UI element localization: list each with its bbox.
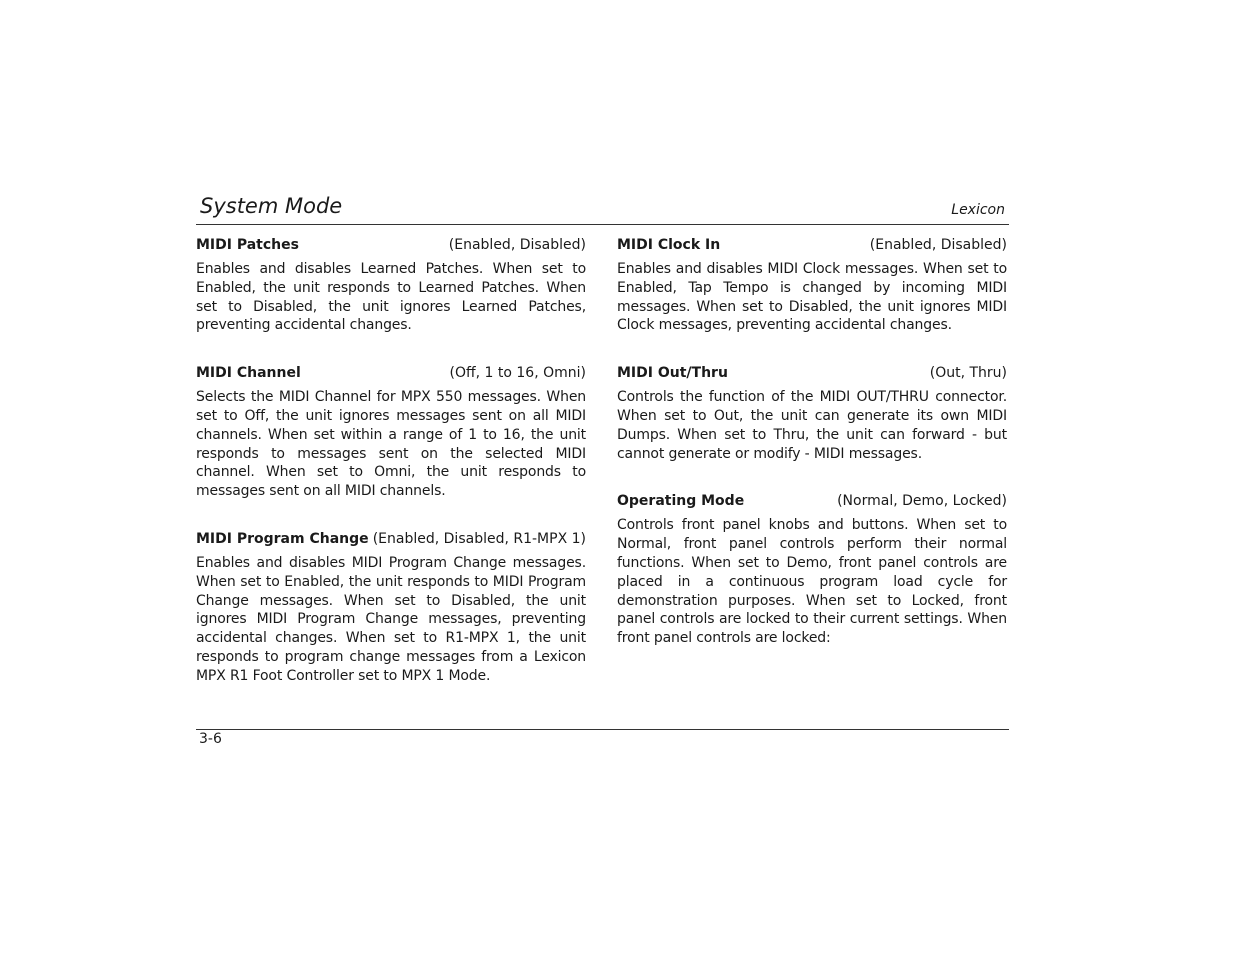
left-column [196, 236, 586, 715]
section-heading [617, 364, 1007, 382]
parameter-description: Enables and disables MIDI Program Change messages. When set to Enabled, the unit responds to MIDI Program Change messages. When set to Disabled, the unit ignores MIDI Program Change messages, preventing accidental changes. When set to R1-MPX 1, the unit responds to program change messages from a Lexicon MPX R1 Foot Controller set to MPX 1 Mode. [196, 554, 586, 684]
section-midi-clock-in [617, 236, 1007, 335]
brand-name: Lexicon [951, 202, 1005, 218]
parameter-description: Controls the function of the MIDI OUT/THRU connector. When set to Out, the unit can generate its own MIDI Dumps. When set to Thru, the unit can forward - but cannot generate or modify - MIDI messages. [617, 389, 1007, 462]
page-number: 3-6 [199, 731, 222, 747]
parameter-options: (Out, Thru) [929, 365, 1007, 382]
parameter-description: Selects the MIDI Channel for MPX 550 messages. When set to Off, the unit ignores messages sent on all MIDI channels. When set within a range of 1 to 16, the unit responds to messages sent on the selected MIDI channel. When set to Omni, the unit responds to messages sent on all MIDI channels. [196, 389, 586, 500]
section-heading [617, 492, 1007, 510]
parameter-name: MIDI Program Change [196, 530, 369, 547]
section-midi-program-change [196, 530, 586, 686]
parameter-options: (Normal, Demo, Locked) [837, 493, 1007, 510]
parameter-options: (Enabled, Disabled) [869, 237, 1007, 253]
parameter-name: MIDI Patches [196, 237, 299, 253]
parameter-options: (Off, 1 to 16, Omni) [449, 365, 586, 382]
parameter-description: Enables and disables Learned Patches. When set to Enabled, the unit responds to Learned Patches. When set to Disabled, the unit ignores Learned Patches, preventing accidental changes. [196, 261, 586, 334]
page-title: System Mode [200, 194, 343, 218]
section-midi-patches [196, 236, 586, 335]
parameter-name: MIDI Clock In [617, 237, 721, 253]
section-heading [196, 364, 586, 382]
footer-divider [196, 729, 1009, 730]
parameter-options: (Enabled, Disabled) [448, 237, 586, 253]
parameter-name: Operating Mode [617, 493, 745, 510]
parameter-description: Controls front panel knobs and buttons. When set to Normal, front panel controls perform their normal functions. When set to Demo, front panel controls are placed in a continuous program load cycle for demonstration purposes. When set to Locked, front panel controls are locked to their current settings. When front panel controls are locked: [617, 517, 1007, 647]
parameter-name: MIDI Channel [196, 365, 301, 382]
parameter-description: Enables and disables MIDI Clock messages. When set to Enabled, Tap Tempo is changed by incoming MIDI messages. When set to Disabled, the unit ignores MIDI Clock messages, preventing accidental changes. [617, 261, 1007, 334]
header-divider [196, 224, 1009, 225]
parameter-options: (Enabled, Disabled, R1-MPX 1) [372, 530, 586, 547]
right-column [617, 236, 1007, 677]
section-operating-mode [617, 492, 1007, 648]
section-midi-out-thru [617, 364, 1007, 463]
section-midi-channel [196, 364, 586, 501]
section-heading [196, 530, 586, 548]
parameter-name: MIDI Out/Thru [617, 365, 728, 382]
section-heading [617, 236, 1007, 254]
section-heading [196, 236, 586, 254]
